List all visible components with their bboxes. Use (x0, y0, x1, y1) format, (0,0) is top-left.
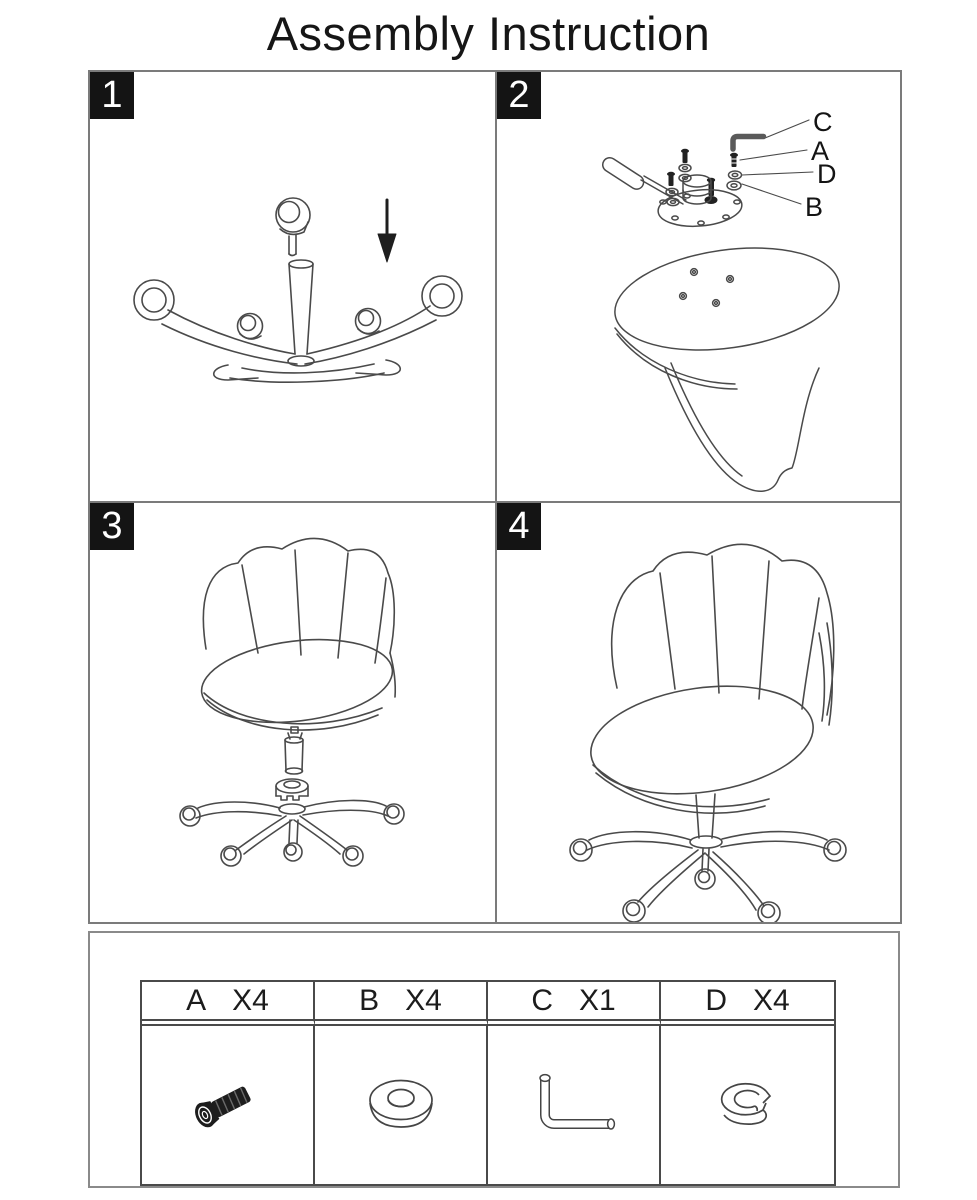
part-cell-d (661, 1026, 834, 1184)
panel-step-3 (90, 503, 495, 922)
shell-chair-seat (197, 538, 397, 732)
parts-column-header-c (488, 982, 661, 1026)
parts-column-header-d (661, 982, 834, 1026)
allen-key (733, 137, 764, 150)
chair-seat (584, 673, 820, 813)
part-letter: B (359, 983, 380, 1017)
screws-and-washers (666, 149, 718, 206)
callout-label-d: D (817, 159, 837, 189)
page-title: Assembly Instruction (266, 7, 711, 60)
seat-screw-holes (680, 269, 734, 307)
shell-chair-back (612, 544, 834, 725)
panel-step-2 (497, 72, 900, 501)
callout-leader-lines (740, 120, 813, 204)
gas-lift-column (696, 794, 715, 838)
five-star-base (180, 800, 404, 866)
part-count: X1 (578, 983, 616, 1017)
seat-hardware-illustration (497, 72, 900, 501)
callout-label-c: C (813, 107, 833, 137)
clamp-collar (276, 779, 308, 800)
part-cell-c (488, 1026, 661, 1184)
base-assembly-illustration (90, 72, 495, 501)
part-letter: C (531, 983, 553, 1017)
parts-column-header-b (315, 982, 488, 1026)
flat-washer-icon (346, 1065, 456, 1145)
parts-table (140, 980, 836, 1186)
part-count: X4 (405, 983, 442, 1017)
countersunk-bolt-icon (173, 1065, 283, 1145)
part-cell-b (315, 1026, 488, 1184)
callout-label-a: A (811, 136, 830, 166)
step-3-number-badge: 3 (90, 503, 134, 550)
step-2-number-badge: 2 (497, 72, 541, 119)
part-cell-a (142, 1026, 315, 1184)
part-count: X4 (752, 983, 790, 1017)
step-1-number-badge: 1 (90, 72, 134, 119)
hardware-box (88, 931, 900, 1188)
gas-lift-cylinder (285, 727, 303, 774)
part-letter: A (186, 983, 207, 1017)
allen-key-icon (519, 1065, 629, 1145)
panel-step-4 (497, 503, 900, 922)
seat-to-base-illustration (90, 503, 495, 922)
instruction-grid (88, 70, 902, 924)
part-count: X4 (232, 983, 269, 1017)
washer-b (727, 181, 741, 190)
callout-label-b: B (805, 192, 824, 222)
assembled-chair-illustration (497, 503, 900, 922)
washer-d (729, 171, 742, 179)
step-4-number-badge: 4 (497, 503, 541, 550)
caster-wheel (276, 198, 310, 256)
screw-a (730, 153, 738, 167)
five-star-base (570, 832, 846, 922)
parts-column-header-a (142, 982, 315, 1026)
down-arrow-icon (378, 200, 396, 262)
panel-step-1 (90, 72, 495, 501)
seat-underside (608, 235, 845, 491)
split-lock-washer-icon (693, 1065, 803, 1145)
five-star-base (134, 260, 462, 382)
part-letter: D (705, 983, 727, 1017)
